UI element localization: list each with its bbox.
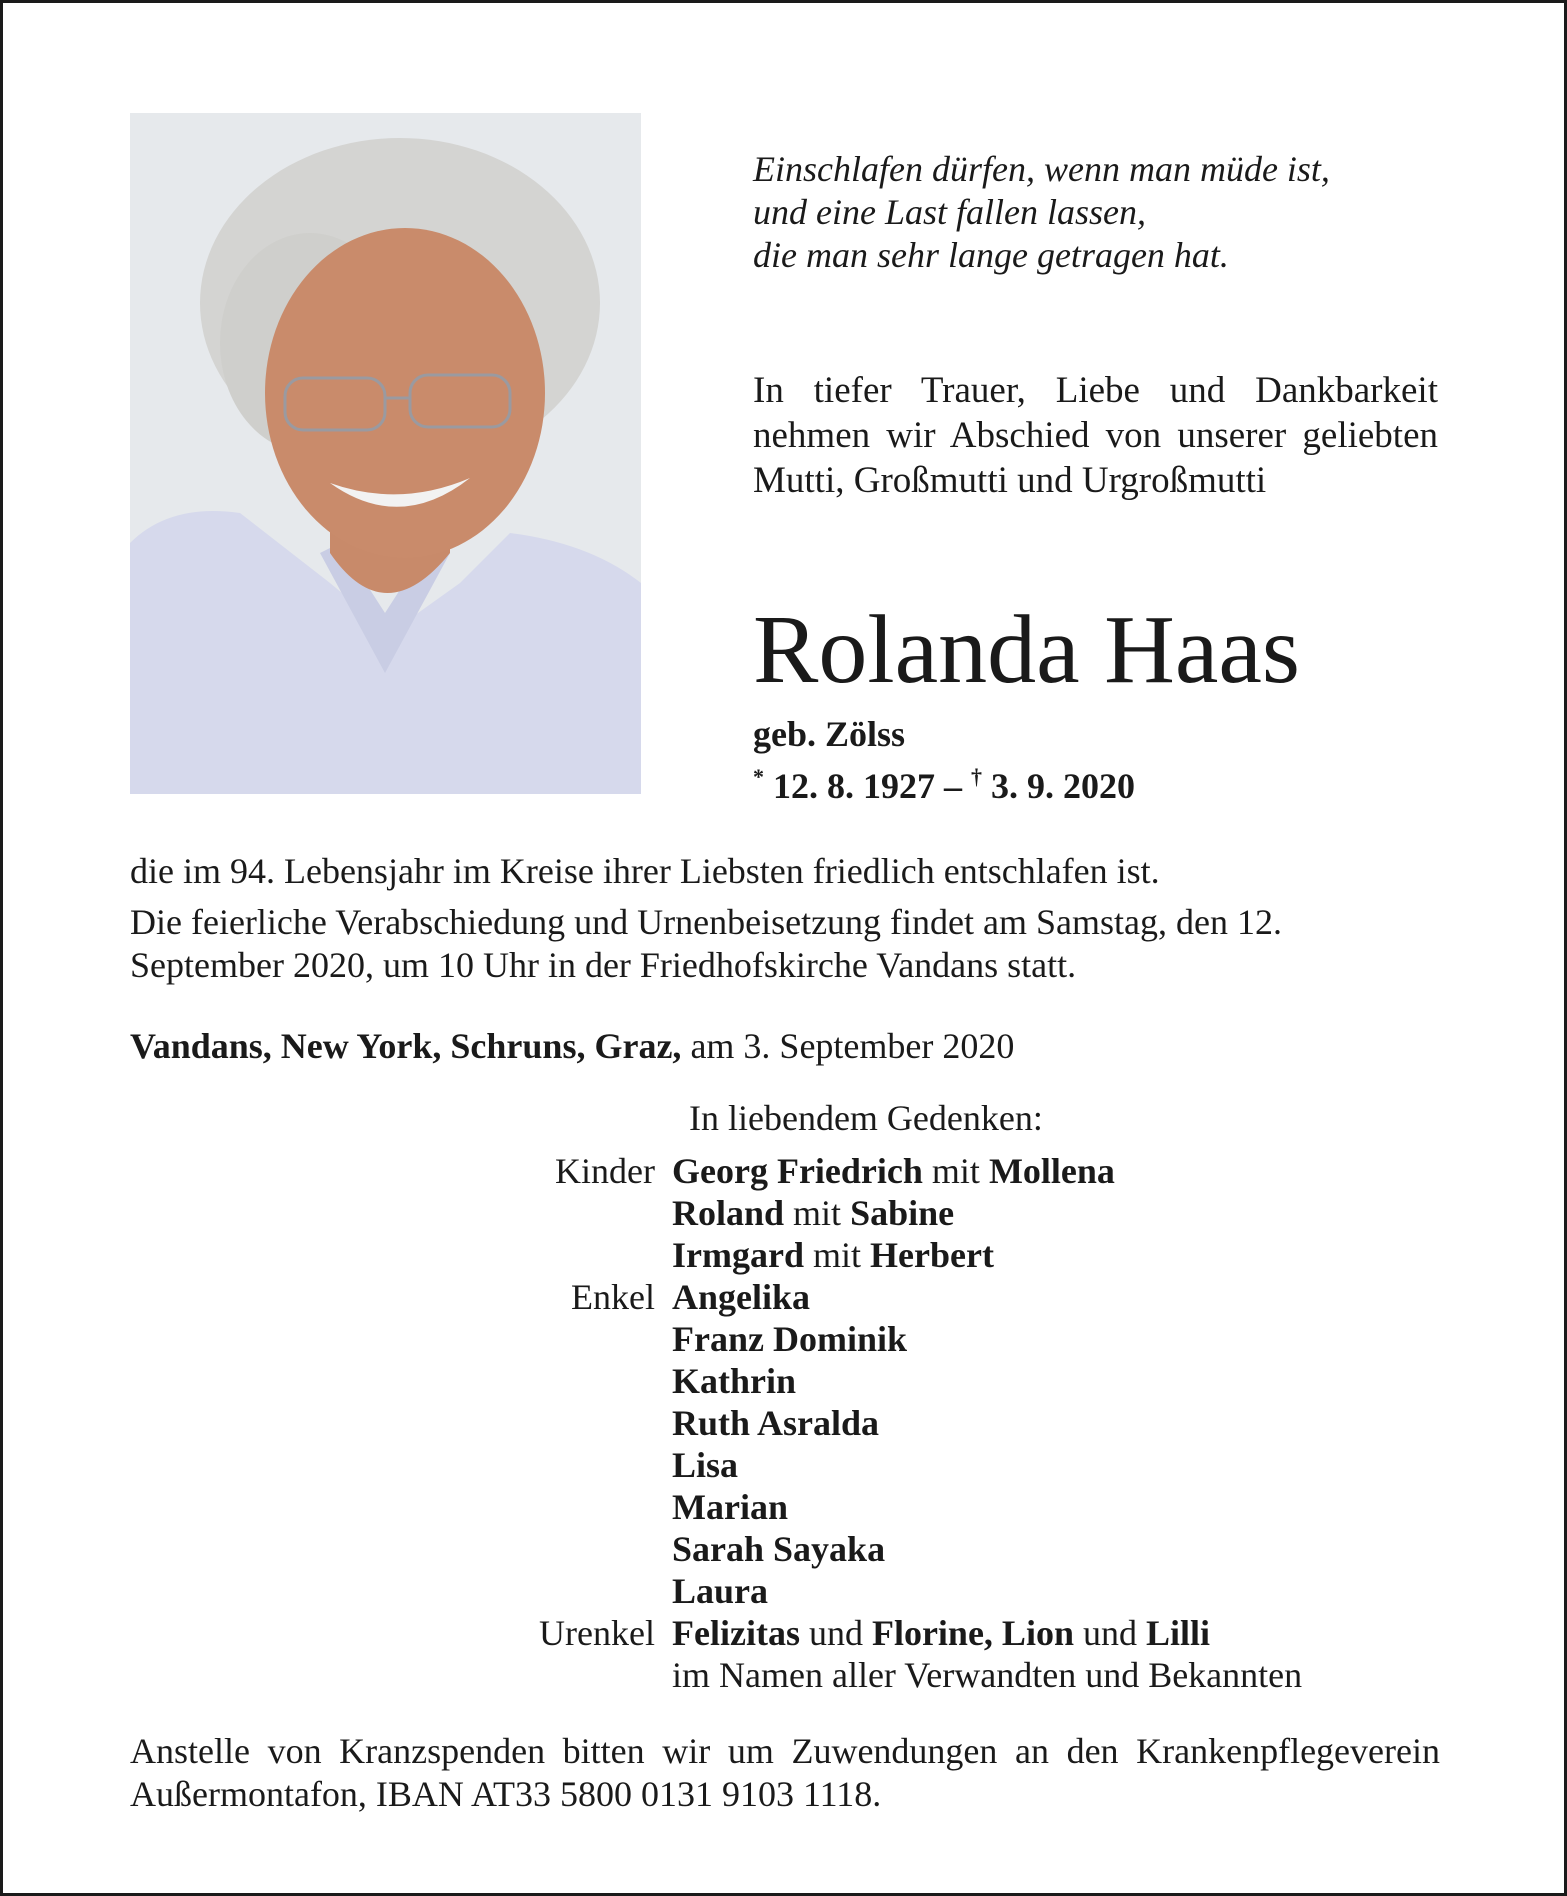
family-label: Kinder [555, 1151, 655, 1191]
family-connector: mit [922, 1151, 989, 1191]
places: Vandans, New York, Schruns, Graz, [130, 1026, 682, 1066]
family-row [420, 1528, 1520, 1570]
family-row [420, 1402, 1520, 1444]
family-row [420, 1318, 1520, 1360]
donation-note: Anstelle von Kranzspenden bitten wir um Zuwendungen an den Krankenpflegeverein Außermontafon, IBAN AT33 5800 0131 9103 1118. [130, 1731, 1440, 1814]
family-label: Urenkel [539, 1613, 655, 1653]
family-name: Mollena [988, 1151, 1115, 1191]
quote-line: und eine Last fallen lassen, [753, 192, 1146, 232]
family-row [420, 1612, 1520, 1654]
quote [753, 148, 1453, 277]
family-name: Georg Friedrich [672, 1151, 923, 1191]
family-name: Sarah Sayaka [672, 1529, 886, 1569]
life-dates [753, 756, 1135, 807]
quote-line: Einschlafen dürfen, wenn man müde ist, [753, 149, 1330, 189]
memory-heading: In liebendem Gedenken: [689, 1098, 1043, 1138]
family-row [420, 1360, 1520, 1402]
family-name: Herbert [870, 1235, 994, 1275]
family-name: Irmgard [672, 1235, 804, 1275]
body-line: Die feierliche Verabschiedung und Urnenbeisetzung findet am Samstag, den 12. September 2020, um 10 Uhr in der Friedhofskirche Vandans statt. [130, 902, 1282, 985]
family-connector: mit [784, 1193, 851, 1233]
family-connector: und [799, 1613, 872, 1653]
birth-symbol: * [753, 764, 764, 789]
family-label: Enkel [571, 1277, 655, 1317]
place-date [130, 1025, 1014, 1068]
family-row [420, 1444, 1520, 1486]
portrait-photo [130, 113, 641, 794]
family-name: Lilli [1145, 1613, 1210, 1653]
family-name: Marian [672, 1487, 788, 1527]
date-separator: – [935, 766, 971, 806]
death-date: 3. 9. 2020 [991, 766, 1135, 806]
family-name: Franz Dominik [672, 1319, 908, 1359]
family-row [420, 1654, 1520, 1696]
family-connector: und [1073, 1613, 1146, 1653]
family-name: Lisa [672, 1445, 739, 1485]
family-closing: im Namen aller Verwandten und Bekannten [672, 1655, 1303, 1695]
maiden-name: geb. Zölss [753, 714, 906, 754]
family-row [420, 1234, 1520, 1276]
body-line: die im 94. Lebensjahr im Kreise ihrer Liebsten friedlich entschlafen ist. [130, 851, 1160, 891]
family-name: Roland [672, 1193, 785, 1233]
family-name: Kathrin [672, 1361, 797, 1401]
birth-date: 12. 8. 1927 [773, 766, 935, 806]
family-row [420, 1192, 1520, 1234]
family-name: Sabine [850, 1193, 955, 1233]
family-row [420, 1150, 1520, 1192]
announcement-body [130, 850, 1440, 987]
family-name: Felizitas [672, 1613, 800, 1653]
family-list [420, 1150, 1520, 1696]
family-row [420, 1276, 1520, 1318]
family-connector: mit [803, 1235, 870, 1275]
family-row [420, 1570, 1520, 1612]
family-name: Ruth Asralda [672, 1403, 880, 1443]
intro-text: In tiefer Trauer, Liebe und Dankbarkeit nehmen wir Abschied von unserer geliebten Mutti, Großmutti und Urgroßmutti [753, 370, 1438, 501]
family-name: Angelika [672, 1277, 811, 1317]
death-symbol: † [971, 764, 982, 789]
family-row [420, 1486, 1520, 1528]
quote-line: die man sehr lange getragen hat. [753, 235, 1229, 275]
deceased-name: Rolanda Haas [753, 596, 1300, 704]
date: am 3. September 2020 [681, 1026, 1015, 1066]
family-name: Florine, Lion [871, 1613, 1074, 1653]
family-name: Laura [672, 1571, 769, 1611]
